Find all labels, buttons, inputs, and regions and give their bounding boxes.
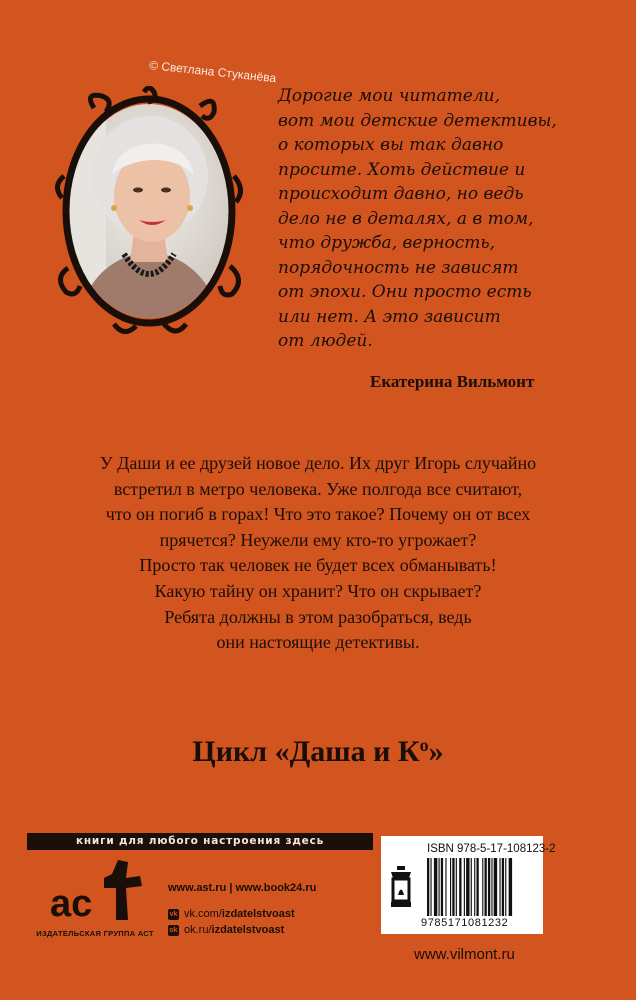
quote-author: Екатерина Вильмонт [370, 372, 535, 391]
barcode-bar [471, 858, 472, 916]
barcode-bar [476, 858, 478, 916]
barcode-bar [491, 858, 492, 916]
barcode-bar [499, 858, 500, 916]
barcode-bar [459, 858, 461, 916]
barcode-bar [502, 858, 504, 916]
quote-line: вот мои детские детективы, [278, 110, 557, 131]
barcode-bar [439, 858, 440, 916]
barcode-bar [466, 858, 469, 916]
lantern-icon [387, 866, 415, 910]
book-blurb [20, 451, 616, 656]
vk-icon: vk [169, 910, 178, 918]
barcode-number: 9785171081232 [421, 917, 509, 929]
quote-line: о которых вы так давно [278, 135, 504, 155]
barcode-bars [427, 858, 539, 916]
ast-logo [46, 858, 146, 924]
vk-link-handle: izdatelstvoast [221, 908, 295, 920]
barcode-bar [485, 858, 487, 916]
blurb-line: Ребята должны в этом разобраться, ведь [164, 606, 472, 627]
barcode-bar [474, 858, 475, 916]
series-title-main: Цикл «Даша и К [192, 735, 420, 768]
quote-line: Дорогие мои читатели, [278, 86, 500, 106]
barcode-bar [430, 858, 431, 916]
barcode-bar [427, 858, 429, 916]
barcode-bar [445, 858, 446, 916]
series-title-superscript: о [419, 735, 429, 755]
barcode-bar [464, 858, 465, 916]
blurb-line: Просто так человек не будет всех обманывать! [139, 555, 497, 576]
quote-line: дело не в деталях, а в том, [278, 208, 534, 229]
barcode-bar [441, 858, 443, 916]
blurb-line: они настоящие детективы. [216, 632, 420, 653]
ornate-frame [54, 86, 244, 336]
copyright-text: © Светлана Стуканёва [148, 58, 277, 86]
barcode-bar [505, 858, 506, 916]
ok-link-prefix: ok.ru/ [184, 924, 212, 936]
ok-link[interactable] [168, 924, 284, 936]
author-website[interactable]: www.vilmont.ru [414, 946, 515, 963]
author-quote [278, 84, 608, 354]
blurb-line: Какую тайну он хранит? Что он скрывает? [154, 580, 482, 601]
vk-link[interactable] [168, 908, 295, 920]
website-links[interactable]: www.ast.ru | www.book24.ru [168, 882, 317, 894]
barcode-bar [452, 858, 454, 916]
barcode-bar [488, 858, 490, 916]
series-title [0, 735, 636, 769]
ok-link-handle: izdatelstvoast [211, 924, 285, 936]
barcode-panel [381, 836, 556, 934]
blurb-line: встретил в метро человека. Уже полгода все считают, [113, 478, 523, 499]
barcode-bar [456, 858, 457, 916]
blurb-line: У Даши и ее друзей новое дело. Их друг Игорь случайно [99, 453, 537, 473]
barcode-bar [509, 858, 512, 916]
blurb-line: что он погиб в горах! Что это такое? Почему он от всех [105, 504, 531, 525]
quote-line: от эпохи. Они просто есть [278, 282, 532, 302]
publisher-name: ИЗДАТЕЛЬСКАЯ ГРУППА АСТ [36, 929, 154, 938]
isbn-text: ISBN 978-5-17-108123-2 [427, 843, 556, 855]
vk-link-prefix: vk.com/ [184, 908, 222, 920]
quote-line: происходит давно, но ведь [278, 184, 524, 204]
tagline-banner: книги для любого настроения здесь [27, 833, 373, 850]
barcode-bar [482, 858, 483, 916]
blurb-line: прячется? Неужели ему кто-то угрожает? [159, 529, 477, 550]
quote-line: что дружба, верность, [278, 233, 496, 253]
quote-line: от людей. [278, 331, 373, 351]
quote-line: просите. Хоть действие и [278, 159, 526, 180]
barcode-bar [450, 858, 451, 916]
barcode-bar [434, 858, 437, 916]
quote-line: порядочность не зависят [278, 257, 519, 278]
barcode-bar [494, 858, 497, 916]
logo-text: ac [50, 883, 93, 924]
ok-icon: ok [169, 926, 178, 934]
quote-line: или нет. А это зависит [278, 306, 501, 327]
series-title-end: » [428, 735, 444, 768]
